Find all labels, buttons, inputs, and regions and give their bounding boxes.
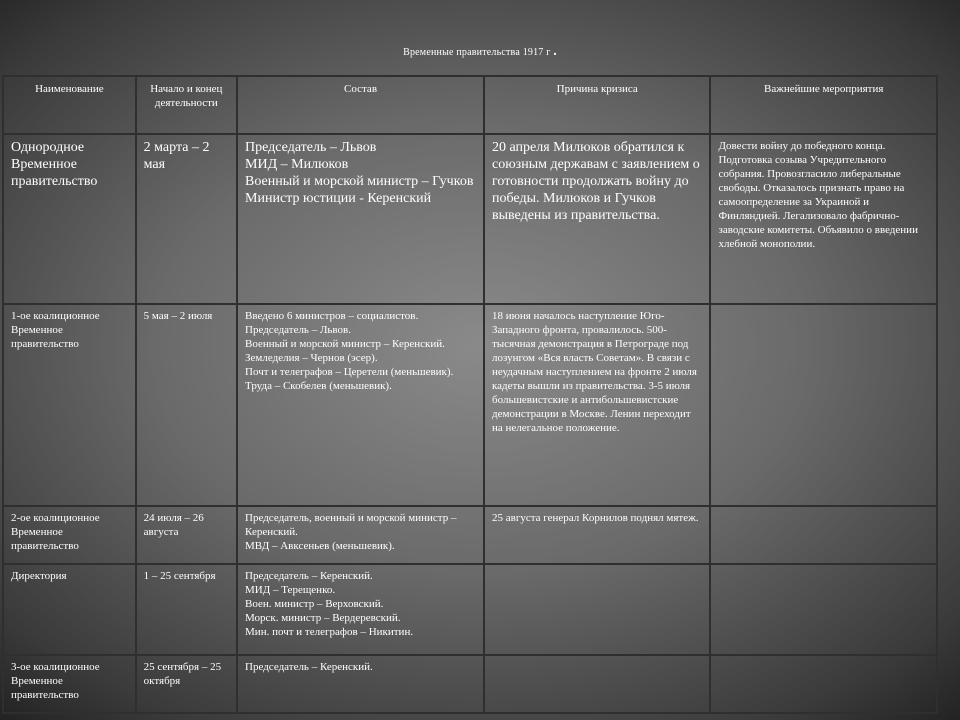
composition-line: Мин. почт и телеграфов – Никитин.	[245, 626, 414, 638]
cell-composition	[237, 304, 484, 506]
composition-line: МИД – Милюков	[245, 157, 349, 172]
header-measures: Важнейшие мероприятия	[710, 76, 937, 134]
governments-table	[2, 75, 938, 714]
cell-composition	[237, 506, 484, 564]
cell-composition	[237, 655, 484, 713]
table-row	[3, 564, 937, 655]
cell-name: 3-ое коалиционное Временное правительство	[3, 655, 136, 713]
header-crisis: Причина кризиса	[484, 76, 710, 134]
table-row	[3, 304, 937, 506]
cell-period: 24 июля – 26 августа	[136, 506, 237, 564]
cell-measures	[710, 564, 937, 655]
title-period: .	[553, 44, 557, 59]
cell-period: 1 – 25 сентября	[136, 564, 237, 655]
composition-line: Введено 6 министров – социалистов.	[245, 310, 419, 322]
slide-title	[0, 44, 960, 60]
cell-measures	[710, 304, 937, 506]
composition-line: Почт и телеграфов – Церетели (меньшевик).	[245, 366, 454, 378]
cell-name: 2-ое коалиционное Временное правительство	[3, 506, 136, 564]
composition-line: МВД – Авксеньев (меньшевик).	[245, 540, 395, 552]
cell-composition	[237, 564, 484, 655]
table-row	[3, 134, 937, 304]
composition-line: Председатель – Керенский.	[245, 661, 373, 673]
cell-composition	[237, 134, 484, 304]
cell-crisis: 20 апреля Милюков обратился к союзным державам с заявлением о готовности продолжать войну до победы. Милюков и Гучков выведены из правительства.	[484, 134, 710, 304]
cell-measures	[710, 655, 937, 713]
cell-crisis	[484, 655, 710, 713]
cell-crisis	[484, 564, 710, 655]
table-header-row	[3, 76, 937, 134]
composition-line: Морск. министр – Вердеревский.	[245, 612, 401, 624]
cell-period: 25 сентября – 25 октября	[136, 655, 237, 713]
table-row	[3, 655, 937, 713]
composition-line: МИД – Терещенко.	[245, 584, 336, 596]
composition-line: Земледелия – Чернов (эсер).	[245, 352, 378, 364]
composition-line: Председатель – Львов.	[245, 324, 351, 336]
composition-line: Председатель – Львов	[245, 140, 377, 155]
cell-measures	[710, 506, 937, 564]
cell-crisis: 25 августа генерал Корнилов поднял мятеж.	[484, 506, 710, 564]
cell-period: 5 мая – 2 июля	[136, 304, 237, 506]
cell-measures: Довести войну до победного конца. Подготовка созыва Учредительного собрания. Провозгласило либеральные свободы. Отказалось признать право на самоопределение за Украиной и Финляндией. Легализовало фабрично-заводские комитеты. Объявило о введении хлебной монополии.	[710, 134, 937, 304]
cell-name: Однородное Временное правительство	[3, 134, 136, 304]
cell-name: Директория	[3, 564, 136, 655]
header-name: Наименование	[3, 76, 136, 134]
composition-line: Военный и морской министр – Гучков	[245, 174, 474, 189]
composition-line: Военный и морской министр – Керенский.	[245, 338, 445, 350]
composition-line: Председатель – Керенский.	[245, 570, 373, 582]
composition-line: Министр юстиции - Керенский	[245, 191, 432, 206]
composition-line: Председатель, военный и морской министр – Керенский.	[245, 512, 457, 538]
composition-line: Воен. министр – Верховский.	[245, 598, 384, 610]
title-text: Временные правительства 1917 г	[403, 47, 551, 58]
cell-name: 1-ое коалиционное Временное правительство	[3, 304, 136, 506]
table-row	[3, 506, 937, 564]
composition-line: Труда – Скобелев (меньшевик).	[245, 380, 392, 392]
header-composition: Состав	[237, 76, 484, 134]
header-period: Начало и конец деятельности	[136, 76, 237, 134]
cell-period: 2 марта – 2 мая	[136, 134, 237, 304]
cell-crisis: 18 июня началось наступление Юго-Западного фронта, провалилось. 500-тысячная демонстрация в Петрограде под лозунгом «Вся власть Советам». В связи с неудачным наступлением на фронте 2 июля кадеты вышли из правительства. 3-5 июля большевистские и антибольшевистские демонстрации в Москве. Ленин переходит на нелегальное положение.	[484, 304, 710, 506]
